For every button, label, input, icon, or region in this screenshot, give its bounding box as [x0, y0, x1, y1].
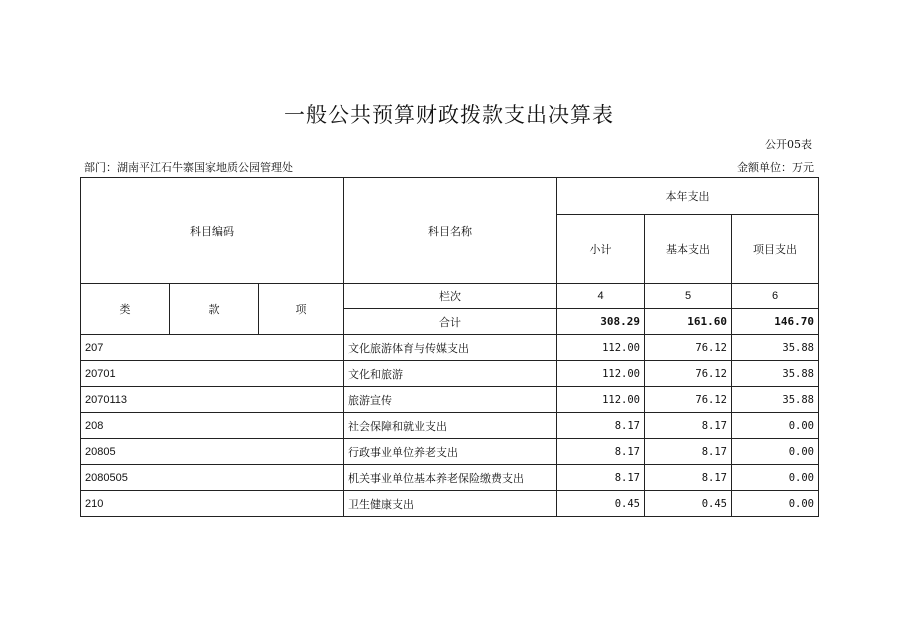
row-project: 0.00 [732, 439, 819, 465]
header-column-no: 栏次 [344, 284, 557, 309]
row-basic: 76.12 [645, 335, 732, 361]
total-basic: 161.60 [645, 309, 732, 335]
header-project: 项目支出 [732, 215, 819, 284]
header-lei: 类 [81, 284, 170, 335]
row-project: 0.00 [732, 465, 819, 491]
column-no-4: 4 [557, 284, 645, 309]
row-subtotal: 112.00 [557, 387, 645, 413]
header-subtotal: 小计 [557, 215, 645, 284]
department-label: 部门：湖南平江石牛寨国家地质公园管理处 [84, 161, 293, 174]
table-row [81, 361, 819, 387]
table-row [81, 439, 819, 465]
row-name: 文化和旅游 [344, 361, 557, 387]
table-row [81, 491, 819, 517]
row-code: 20805 [81, 439, 344, 465]
amount-unit-label: 金额单位：万元 [737, 161, 814, 174]
row-project: 35.88 [732, 361, 819, 387]
total-label: 合计 [344, 309, 557, 335]
header-subject-name: 科目名称 [344, 178, 557, 284]
header-xiang: 项 [259, 284, 344, 335]
header-basic: 基本支出 [645, 215, 732, 284]
column-no-6: 6 [732, 284, 819, 309]
row-name: 机关事业单位基本养老保险缴费支出 [344, 465, 557, 491]
row-subtotal: 112.00 [557, 361, 645, 387]
table-row [81, 465, 819, 491]
expenditure-table [80, 177, 819, 517]
row-basic: 8.17 [645, 465, 732, 491]
row-subtotal: 0.45 [557, 491, 645, 517]
row-code: 2070113 [81, 387, 344, 413]
row-code: 208 [81, 413, 344, 439]
row-project: 35.88 [732, 387, 819, 413]
row-basic: 8.17 [645, 413, 732, 439]
table-row [81, 413, 819, 439]
row-basic: 76.12 [645, 361, 732, 387]
table-row [81, 387, 819, 413]
row-code: 2080505 [81, 465, 344, 491]
row-subtotal: 112.00 [557, 335, 645, 361]
row-subtotal: 8.17 [557, 465, 645, 491]
column-no-5: 5 [645, 284, 732, 309]
table-tag: 公开05表 [765, 138, 812, 151]
row-code: 207 [81, 335, 344, 361]
row-name: 社会保障和就业支出 [344, 413, 557, 439]
row-basic: 0.45 [645, 491, 732, 517]
row-basic: 76.12 [645, 387, 732, 413]
row-name: 卫生健康支出 [344, 491, 557, 517]
table-row [81, 335, 819, 361]
row-project: 35.88 [732, 335, 819, 361]
row-subtotal: 8.17 [557, 413, 645, 439]
page-title: 一般公共预算财政拨款支出决算表 [284, 103, 614, 127]
total-project: 146.70 [732, 309, 819, 335]
header-subject-code: 科目编码 [81, 178, 344, 284]
row-code: 20701 [81, 361, 344, 387]
header-current-year: 本年支出 [557, 178, 819, 215]
row-name: 文化旅游体育与传媒支出 [344, 335, 557, 361]
row-project: 0.00 [732, 413, 819, 439]
row-name: 行政事业单位养老支出 [344, 439, 557, 465]
row-project: 0.00 [732, 491, 819, 517]
total-subtotal: 308.29 [557, 309, 645, 335]
row-code: 210 [81, 491, 344, 517]
row-name: 旅游宣传 [344, 387, 557, 413]
header-kuan: 款 [170, 284, 259, 335]
row-subtotal: 8.17 [557, 439, 645, 465]
row-basic: 8.17 [645, 439, 732, 465]
